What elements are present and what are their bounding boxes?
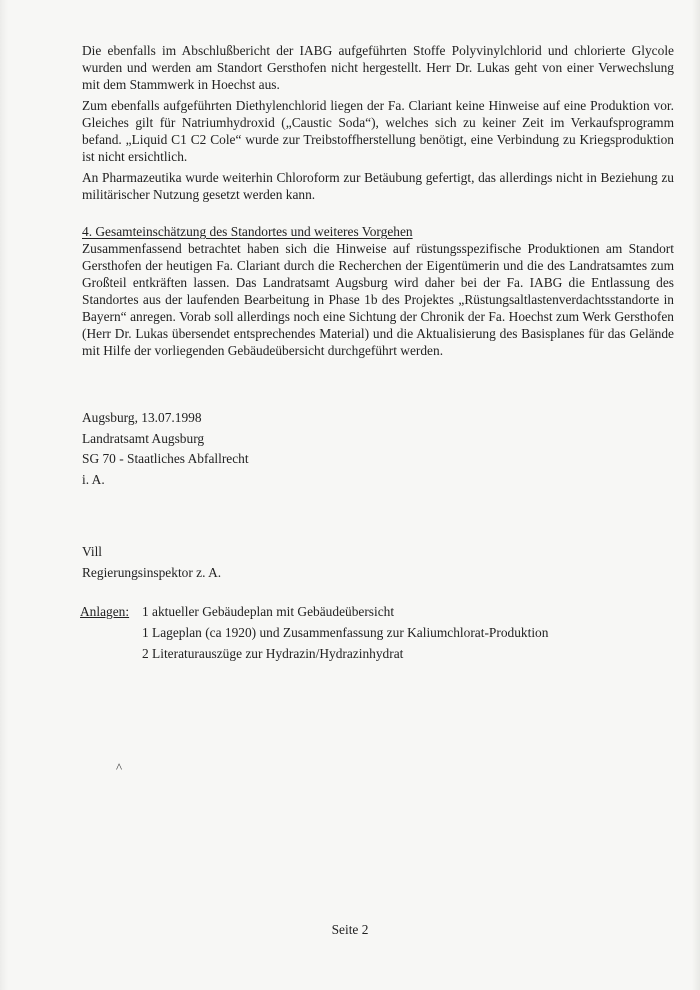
department-name: SG 70 - Staatliches Abfallrecht [82,451,249,466]
authority-name: Landratsamt Augsburg [82,430,205,446]
attachments-block [80,601,548,664]
attachment-item-1: 1 aktueller Gebäudeplan mit Gebäudeübersicht [142,604,395,619]
body-paragraph-1: Die ebenfalls im Abschlußbericht der IABG aufgeführten Stoffe Polyvinylchlorid und chlorierte Glycole wurden und werden am Standort Gersthofen nicht hergestellt. Herr Dr. Lukas geht von einer Verwechslung mit dem Stammwerk in Hoechst aus. [82,43,674,92]
attachments-label: Anlagen: [80,604,130,619]
body-paragraph-3: An Pharmazeutika wurde weiterhin Chloroform zur Betäubung gefertigt, das allerdings nicht in Beziehung zu militärischer Nutzung gesetzt werden kann. [82,170,674,202]
signer-block [82,541,221,583]
document-body [82,42,674,359]
signer-name: Vill [82,544,103,559]
page-number: Seite 2 [331,922,369,937]
signer-title: Regierungsinspektor z. A. [82,565,222,580]
body-paragraph-2: Zum ebenfalls aufgeführten Diethylenchlorid liegen der Fa. Clariant keine Hinweise auf eine Produktion vor. Gleiches gilt für Natriumhydroxid („Caustic Soda“), welches sich zu keiner Zeit im Verkaufsprogramm befand. „Liquid C1 C2 Cole“ wurde zur Treibstoffherstellung benötigt, eine Verbindung zu Kriegsproduktion ist nicht ersichtlich. [82,98,674,164]
on-behalf-label: i. A. [82,471,105,487]
summary-paragraph: Zusammenfassend betrachtet haben sich die Hinweise auf rüstungsspezifische Produktionen am Standort Gersthofen der heutigen Fa. Clariant durch die Recherchen der Eigentümerin und die des Landratsamtes zum Großteil entkräften lassen. Das Landratsamt Augsburg wird daher bei der Fa. IABG die Entlassung des Standortes aus der laufenden Bearbeitung in Phase 1b des Projektes „Rüstungsaltlastenverdachtsstandorte in Bayern“ anregen. Vorab soll allerdings noch eine Sichtung der Chronik der Fa. Hoechst zum Werk Gersthofen (Herr Dr. Lukas übersendet entsprechendes Material) und die Aktualisierung des Basisplanes für das Gelände mit Hilfe der vorliegenden Gebäudeübersicht durchgeführt werden. [82,241,674,358]
section-heading: 4. Gesamteinschätzung des Standortes und weiteres Vorgehen [82,224,413,239]
date-block [82,408,249,490]
stray-pen-mark: ^ [116,760,123,775]
attachment-item-2: 1 Lageplan (ca 1920) und Zusammenfassung zur Kaliumchlorat-Produktion [142,625,549,640]
attachment-item-3: 2 Literaturauszüge zur Hydrazin/Hydrazinhydrat [142,646,404,661]
place-date: Augsburg, 13.07.1998 [82,410,202,425]
